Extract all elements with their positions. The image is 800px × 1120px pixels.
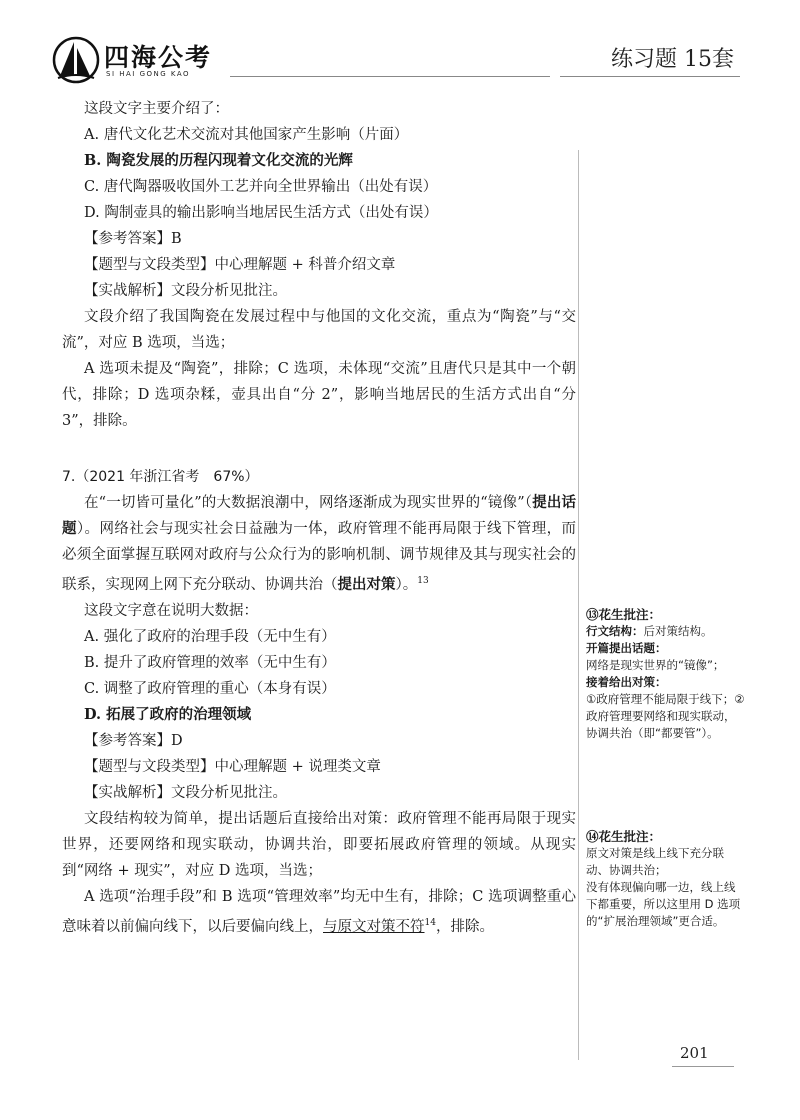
note13-l2-head: 开篇提出话题： bbox=[586, 641, 667, 655]
q7-explanation-1: 文段结构较为简单，提出话题后直接给出对策：政府管理不能再局限于现实世界，还要网络和现实联动，协调共治，即要拓展政府管理的领域。从现实到“网络 + 现实”，对应 D 选项，当选； bbox=[62, 810, 576, 879]
q6-option-a: A. 唐代文化艺术交流对其他国家产生影响（片面） bbox=[84, 127, 409, 143]
note13-l3-head: 接着给出对策： bbox=[586, 675, 667, 689]
note14-title: ⑭花生批注： bbox=[586, 829, 662, 844]
q7-option-a: A. 强化了政府的治理手段（无中生有） bbox=[84, 628, 336, 645]
q7-analysis: 【实战解析】文段分析见批注。 bbox=[84, 784, 287, 801]
note14-line-1: 原文对策是线上线下充分联动、协调共治； bbox=[586, 846, 724, 877]
q7-passage bbox=[62, 490, 576, 598]
q7-exp2-underline: 与原文对策不符 bbox=[323, 918, 425, 935]
q7-prompt: 这段文字意在说明大数据： bbox=[84, 602, 258, 619]
margin-note-14 bbox=[586, 828, 746, 930]
q6-option-b: B. 陶瓷发展的历程闪现着文化交流的光辉 bbox=[84, 152, 353, 169]
q7-passage-bold-measure: 提出对策 bbox=[337, 575, 396, 593]
q7-option-d: D. 拓展了政府的治理领域 bbox=[84, 705, 252, 723]
main-content bbox=[62, 96, 576, 940]
q6-prompt: 这段文字主要介绍了： bbox=[84, 101, 229, 117]
q7-passage-pre: 在“一切皆可量化”的大数据浪潮中，网络逐渐成为现实世界的“镜像”（ bbox=[84, 495, 533, 511]
note13-l1-head: 行文结构： bbox=[586, 624, 644, 638]
note13-title: ⑬花生批注： bbox=[586, 607, 662, 622]
q7-passage-post: ）。 bbox=[395, 576, 418, 593]
q7-exp2-pre: A 选项“治理手段”和 B 选项“管理效率”均无中生有，排除；C 选项调整重心意味着以前偏向线下，以后要偏向线上， bbox=[62, 888, 576, 935]
q6-type: 【题型与文段类型】中心理解题 + 科普介绍文章 bbox=[84, 257, 396, 273]
note13-l1-text: 后对策结构。 bbox=[643, 624, 713, 638]
q7-explanation-2 bbox=[62, 884, 576, 940]
q7-passage-bold-topic: 提出话题 bbox=[62, 494, 577, 537]
page-number-rule bbox=[672, 1066, 734, 1067]
note13-line-1 bbox=[586, 623, 746, 640]
margin-rule bbox=[578, 150, 579, 1060]
q7-type: 【题型与文段类型】中心理解题 + 说理类文章 bbox=[84, 758, 381, 775]
note13-l2-text: 网络是现实世界的“镜像”； bbox=[586, 658, 725, 672]
q6-analysis: 【实战解析】文段分析见批注。 bbox=[84, 283, 287, 299]
q7-option-b: B. 提升了政府管理的效率（无中生有） bbox=[84, 654, 336, 671]
q6-explanation-2: A 选项未提及“陶瓷”，排除；C 选项，未体现“交流”且唐代只是其中一个朝代，排除；D 选项杂糅，壶具出自“分 2”，影响当地居民的生活方式出自“分 3”，排除。 bbox=[62, 361, 576, 429]
header-divider-right bbox=[560, 76, 740, 77]
q7-exp2-post: ，排除。 bbox=[435, 918, 494, 935]
margin-note-13 bbox=[586, 606, 746, 742]
page-number: 201 bbox=[680, 1044, 709, 1062]
q6-explanation-1: 文段介绍了我国陶瓷在发展过程中与他国的文化交流，重点为“陶瓷”与“交流”，对应 B 选项，当选； bbox=[62, 309, 576, 351]
header-divider bbox=[230, 76, 550, 77]
brand-logo bbox=[52, 36, 242, 86]
q6-option-d: D. 陶制壶具的输出影响当地居民生活方式（出处有误） bbox=[84, 205, 438, 221]
q6-answer: 【参考答案】B bbox=[84, 231, 182, 247]
q7-exp2-footnote-ref: 14 bbox=[424, 917, 436, 928]
set-title: 练习题 15套 bbox=[611, 47, 734, 72]
logo-title: 四海公考 bbox=[104, 43, 213, 72]
q7-number: 7.（2021 年浙江省考 67%） bbox=[62, 469, 259, 485]
note13-l3-text: ①政府管理不能局限于线下；②政府管理要网络和现实联动，协调共治（即“都要管”）。 bbox=[586, 692, 745, 740]
note14-line-2: 没有体现偏向哪一边，线上线下都重要，所以这里用 D 选项的“扩展治理领域”更合适。 bbox=[586, 880, 741, 928]
logo-subtitle: SI HAI GONG KAO bbox=[106, 70, 191, 78]
q6-option-c: C. 唐代陶器吸收国外工艺并向全世界输出（出处有误） bbox=[84, 179, 438, 195]
q7-passage-mid: ）。网络社会与现实社会日益融为一体，政府管理不能再局限于线下管理，而必须全面掌握互联网对政府与公众行为的影响机制、调节规律及其与现实社会的联系，实现网上网下充分联动、协调共治（ bbox=[62, 521, 576, 593]
q7-answer: 【参考答案】D bbox=[84, 732, 183, 749]
sailboat-logo-icon bbox=[52, 36, 100, 84]
section-gap bbox=[62, 434, 576, 464]
q7-option-c: C. 调整了政府管理的重心（本身有误） bbox=[84, 680, 336, 697]
q7-footnote-ref: 13 bbox=[417, 576, 429, 586]
